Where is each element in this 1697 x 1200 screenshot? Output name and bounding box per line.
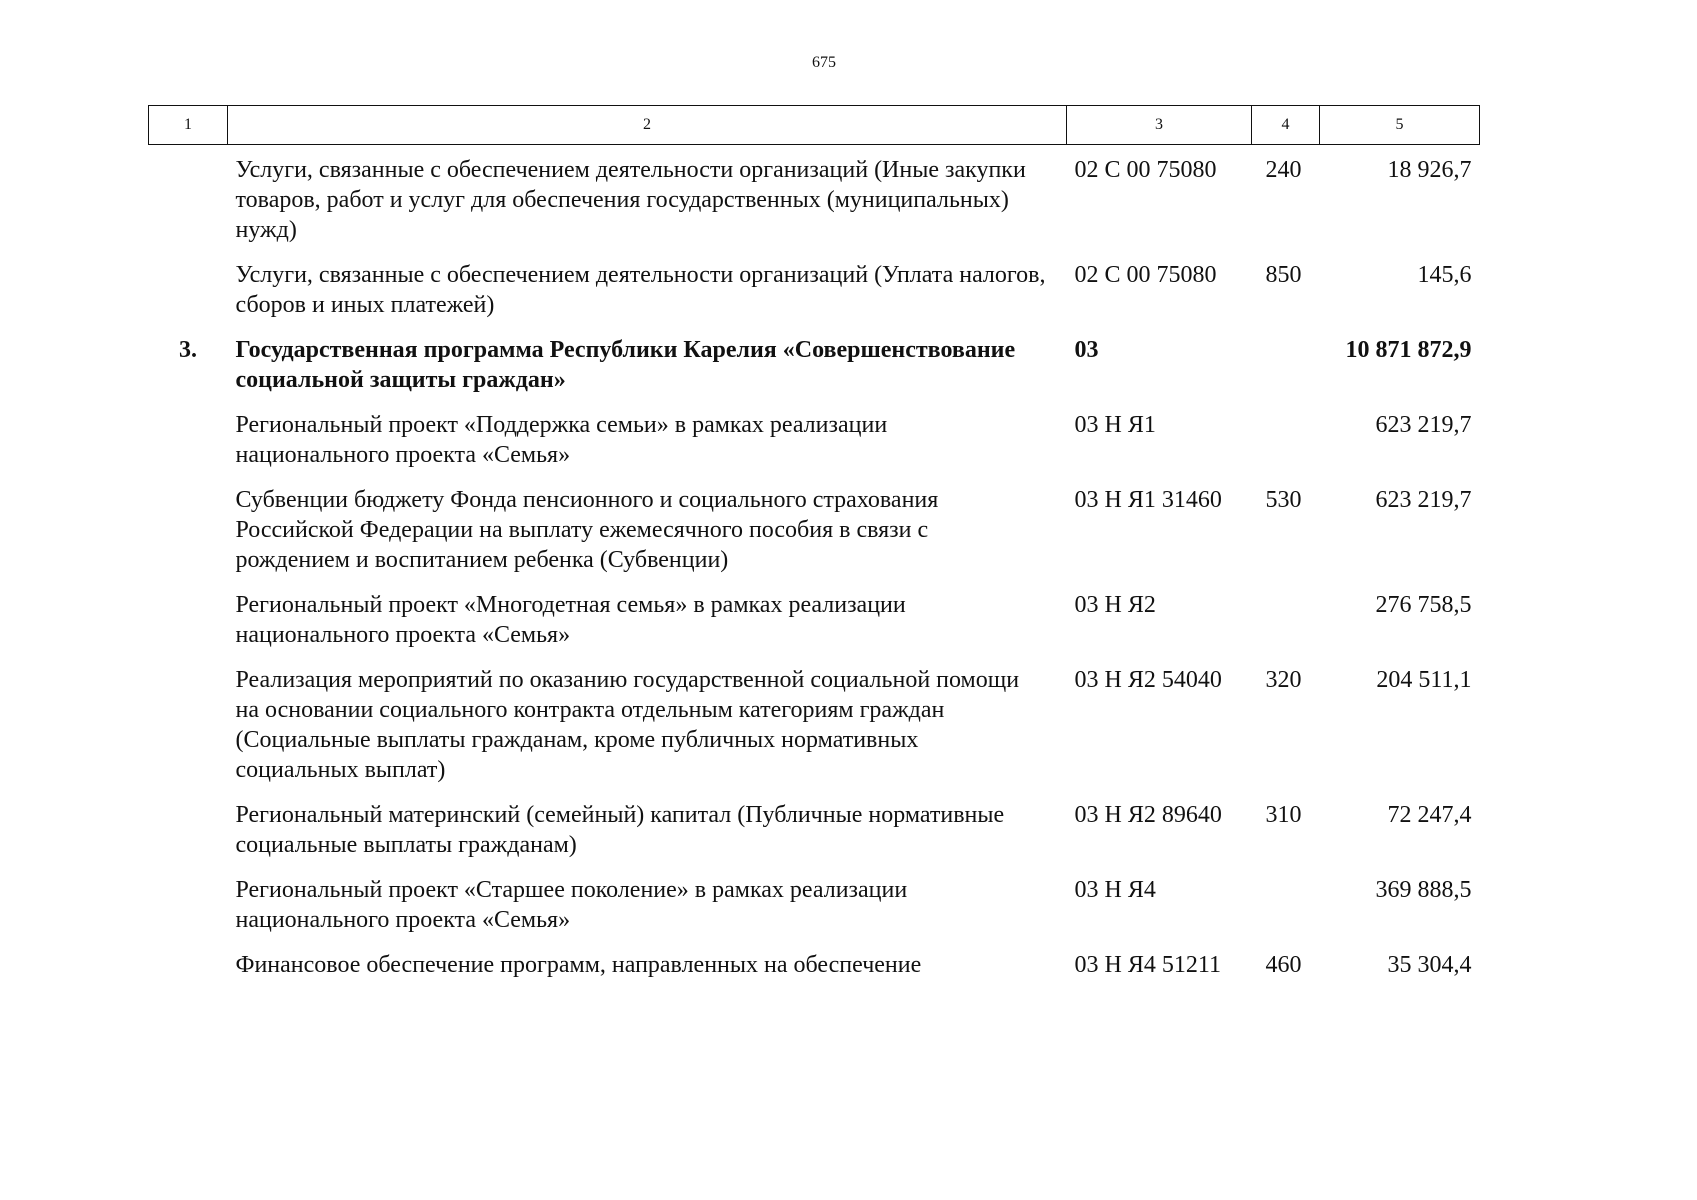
row-name: Субвенции бюджету Фонда пенсионного и социального страхования Российской Федерации на выплату ежемесячного пособия в связи с рождением и воспитанием ребенка (Субвенции) (235, 487, 939, 573)
row-code: 02 С 00 75080 (1074, 157, 1217, 183)
row-number (149, 800, 228, 875)
row-type: 240 (1265, 157, 1302, 183)
row-type: 530 (1265, 487, 1302, 513)
row-type: 320 (1265, 667, 1302, 693)
row-number (149, 485, 228, 590)
table-row (149, 800, 1480, 875)
table-header (149, 106, 1480, 145)
row-number (149, 665, 228, 800)
row-amount: 10 871 872,9 (1345, 337, 1472, 363)
row-code: 03 Н Я2 (1074, 592, 1156, 618)
row-code: 03 Н Я1 (1074, 412, 1156, 438)
row-number (149, 260, 228, 335)
row-number (149, 950, 228, 995)
row-amount: 72 247,4 (1387, 802, 1472, 828)
row-name: Услуги, связанные с обеспечением деятельности организаций (Уплата налогов, сборов и иных платежей) (235, 262, 1046, 318)
row-code: 02 С 00 75080 (1074, 262, 1217, 288)
row-name: Региональный материнский (семейный) капитал (Публичные нормативные социальные выплаты гражданам) (235, 802, 1005, 858)
header-col-5: 5 (1320, 106, 1480, 145)
row-type: 310 (1265, 802, 1302, 828)
row-type: 850 (1265, 262, 1302, 288)
row-number (149, 410, 228, 485)
row-amount: 35 304,4 (1387, 952, 1472, 978)
row-name: Региональный проект «Многодетная семья» в рамках реализации национального проекта «Семья» (235, 592, 906, 648)
row-amount: 18 926,7 (1387, 157, 1472, 183)
row-amount: 145,6 (1417, 262, 1472, 288)
row-type (1252, 410, 1320, 485)
row-type: 460 (1265, 952, 1302, 978)
row-number: 3. (179, 337, 197, 363)
row-name: Региональный проект «Старшее поколение» в рамках реализации национального проекта «Семья» (235, 877, 908, 933)
table-row (149, 950, 1480, 995)
row-name: Государственная программа Республики Карелия «Совершенствование социальной защиты граждан» (235, 337, 1016, 393)
budget-table (148, 105, 1480, 995)
header-col-2: 2 (228, 106, 1067, 145)
table-row (149, 145, 1480, 261)
row-amount: 369 888,5 (1375, 877, 1472, 903)
header-col-1: 1 (149, 106, 228, 145)
row-code: 03 Н Я2 54040 (1074, 667, 1222, 693)
table-row (149, 875, 1480, 950)
row-code: 03 (1074, 337, 1099, 363)
table-row (149, 665, 1480, 800)
row-number (149, 590, 228, 665)
row-amount: 204 511,1 (1376, 667, 1472, 693)
row-type (1252, 590, 1320, 665)
row-name: Реализация мероприятий по оказанию государственной социальной помощи на основании социального контракта отдельным категориям граждан (Социальные выплаты гражданам, кроме публичных нормативных социальных выплат) (235, 667, 1020, 783)
row-code: 03 Н Я4 51211 (1074, 952, 1221, 978)
row-amount: 623 219,7 (1375, 487, 1472, 513)
row-number (149, 875, 228, 950)
table-row (149, 485, 1480, 590)
row-code: 03 Н Я1 31460 (1074, 487, 1222, 513)
row-number (149, 145, 228, 261)
table-row (149, 410, 1480, 485)
table-row (149, 335, 1480, 410)
row-amount: 623 219,7 (1375, 412, 1472, 438)
row-type (1252, 875, 1320, 950)
row-code: 03 Н Я4 (1074, 877, 1156, 903)
row-code: 03 Н Я2 89640 (1074, 802, 1222, 828)
row-name: Региональный проект «Поддержка семьи» в рамках реализации национального проекта «Семья» (235, 412, 888, 468)
table-row (149, 590, 1480, 665)
page-number: 675 (812, 54, 836, 71)
row-type (1252, 335, 1320, 410)
table-body (149, 145, 1480, 996)
header-row (149, 106, 1480, 145)
header-col-4: 4 (1252, 106, 1320, 145)
row-amount: 276 758,5 (1375, 592, 1472, 618)
row-name: Финансовое обеспечение программ, направленных на обеспечение (235, 952, 922, 978)
header-col-3: 3 (1067, 106, 1252, 145)
table-row (149, 260, 1480, 335)
row-name: Услуги, связанные с обеспечением деятельности организаций (Иные закупки товаров, работ и услуг для обеспечения государственных (муниципальных) нужд) (235, 157, 1026, 243)
